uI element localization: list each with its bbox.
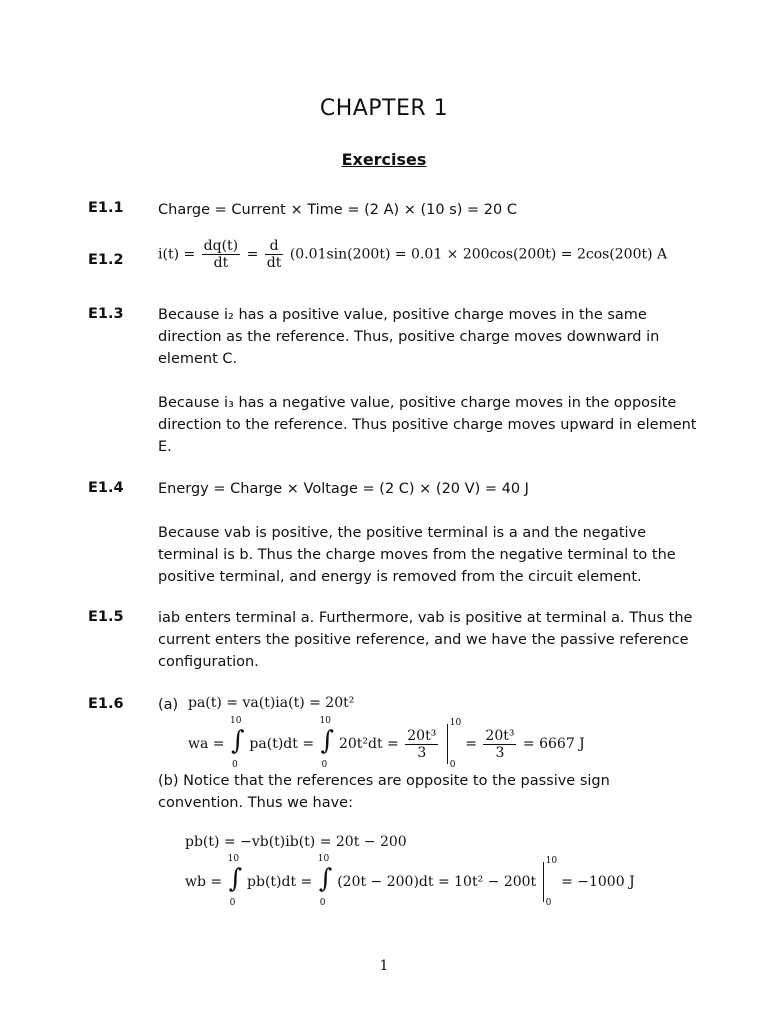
eval-lower-limit: 0 <box>449 760 456 770</box>
integral-sign: 10 ∫ 0 <box>227 854 243 908</box>
eval-upper-limit: 10 <box>545 856 558 866</box>
wa-fraction-2 <box>483 728 516 761</box>
integral-sign: 10 ∫ 0 <box>229 716 245 770</box>
e1-2-fraction-d-dt <box>265 238 284 271</box>
exercise-e1-2-equation <box>158 238 667 271</box>
e1-2-frac1-num: dq(t) <box>203 238 239 254</box>
exercise-label-e1-6: E1.6 <box>88 696 124 712</box>
wa-result: = 6667 J <box>522 736 585 752</box>
integral-lower-limit: 0 <box>319 898 326 908</box>
e1-2-rhs: (0.01sin(200t) = 0.01 × 200cos(200t) = 2cos(200t) A <box>289 246 668 263</box>
integral-sign: 10 ∫ 0 <box>319 716 335 770</box>
integral-upper-limit: 10 <box>227 854 240 864</box>
eval-lower-limit: 0 <box>545 898 552 908</box>
e1-6-part-b-text: (b) Notice that the references are opposite to the passive sign convention. Thus we have: <box>158 773 610 811</box>
evaluation-bar <box>445 718 462 770</box>
integral-upper-limit: 10 <box>319 716 331 726</box>
e1-2-frac2-num: d <box>265 238 284 255</box>
exercise-e1-5-body <box>158 607 698 673</box>
e1-3-paragraph-1: Because i₂ has a positive value, positive charge moves in the same direction as the reference. Thus, positive charge moves downward in element C. <box>158 307 660 367</box>
e1-4-paragraph-2: Because vab is positive, the positive terminal is a and the negative terminal is b. Thus the charge moves from the negative terminal to the positive terminal, and energy is removed from the circuit element. <box>158 525 676 585</box>
exercise-label-e1-3: E1.3 <box>88 306 124 322</box>
e1-6-energy-a-equation: wa = 10 ∫ 0 pa(t)dt = 10 ∫ 0 20t²dt = $\frac{\text{20t³}}{3}$ 10 0 = $\frac{\text{20t³}}{3}$ = 6667 J <box>188 716 585 770</box>
e1-2-lhs: i(t) = <box>158 246 196 263</box>
eval-upper-limit: 10 <box>449 718 462 728</box>
e1-6-power-a-equation: pa(t) = va(t)ia(t) = 20t² <box>188 695 355 711</box>
exercises-heading: Exercises <box>341 150 427 169</box>
wa-frac1-den: 3 <box>417 744 427 761</box>
e1-2-frac2-den: dt <box>266 255 282 271</box>
page-number: 1 <box>379 958 389 974</box>
e1-6-energy-b-equation <box>185 854 635 908</box>
exercise-label-e1-1: E1.1 <box>88 200 124 216</box>
wb-integrand-2: (20t − 200)dt = 10t² − 200t <box>337 874 537 890</box>
exercise-e1-3-body <box>158 304 698 458</box>
wa-frac2-num: 20t³ <box>485 727 515 744</box>
exercise-label-e1-2: E1.2 <box>88 252 124 268</box>
exercise-label-e1-5: E1.5 <box>88 609 124 625</box>
exercise-label-e1-4: E1.4 <box>88 480 124 496</box>
chapter-title: CHAPTER 1 <box>319 96 449 121</box>
e1-2-frac1-den: dt <box>213 255 229 271</box>
wa-integrand-1: pa(t)dt = <box>249 736 315 752</box>
wa-integrand-2: 20t²dt = <box>338 736 399 752</box>
integral-sign: 10 ∫ 0 <box>317 854 333 908</box>
wb-result: = −1000 J <box>561 874 635 890</box>
wb-integrand-1: pb(t)dt = <box>247 874 313 890</box>
wb-lhs: wb = <box>185 874 223 890</box>
integral-lower-limit: 0 <box>231 760 238 770</box>
e1-2-fraction-dq-dt <box>202 238 240 271</box>
e1-6-part-a-label: (a) <box>158 697 179 713</box>
exercise-e1-4-body <box>158 478 698 588</box>
e1-6-power-b-equation: pb(t) = −vb(t)ib(t) = 20t − 200 <box>185 834 407 850</box>
wa-frac2-den: 3 <box>495 744 505 761</box>
integral-upper-limit: 10 <box>229 716 242 726</box>
evaluation-bar <box>541 856 558 908</box>
wa-frac1-num: 20t³ <box>407 727 437 744</box>
e1-4-paragraph-1: Energy = Charge × Voltage = (2 C) × (20 V) = 40 J <box>158 481 529 497</box>
exercise-e1-1-text: Charge = Current × Time = (2 A) × (10 s) = 20 C <box>158 202 517 218</box>
integral-upper-limit: 10 <box>317 854 330 864</box>
e1-2-equals: = <box>246 246 259 263</box>
integral-lower-limit: 0 <box>321 760 328 770</box>
e1-3-paragraph-2: Because i₃ has a negative value, positive charge moves in the opposite direction to the reference. Thus positive charge moves upward in element E. <box>158 395 697 455</box>
wa-fraction-1 <box>405 728 438 761</box>
wa-lhs: wa = <box>188 736 225 752</box>
e1-5-paragraph-1: iab enters terminal a. Furthermore, vab is positive at terminal a. Thus the current enters the positive reference, and we have the passive reference configuration. <box>158 610 693 670</box>
integral-lower-limit: 0 <box>229 898 236 908</box>
